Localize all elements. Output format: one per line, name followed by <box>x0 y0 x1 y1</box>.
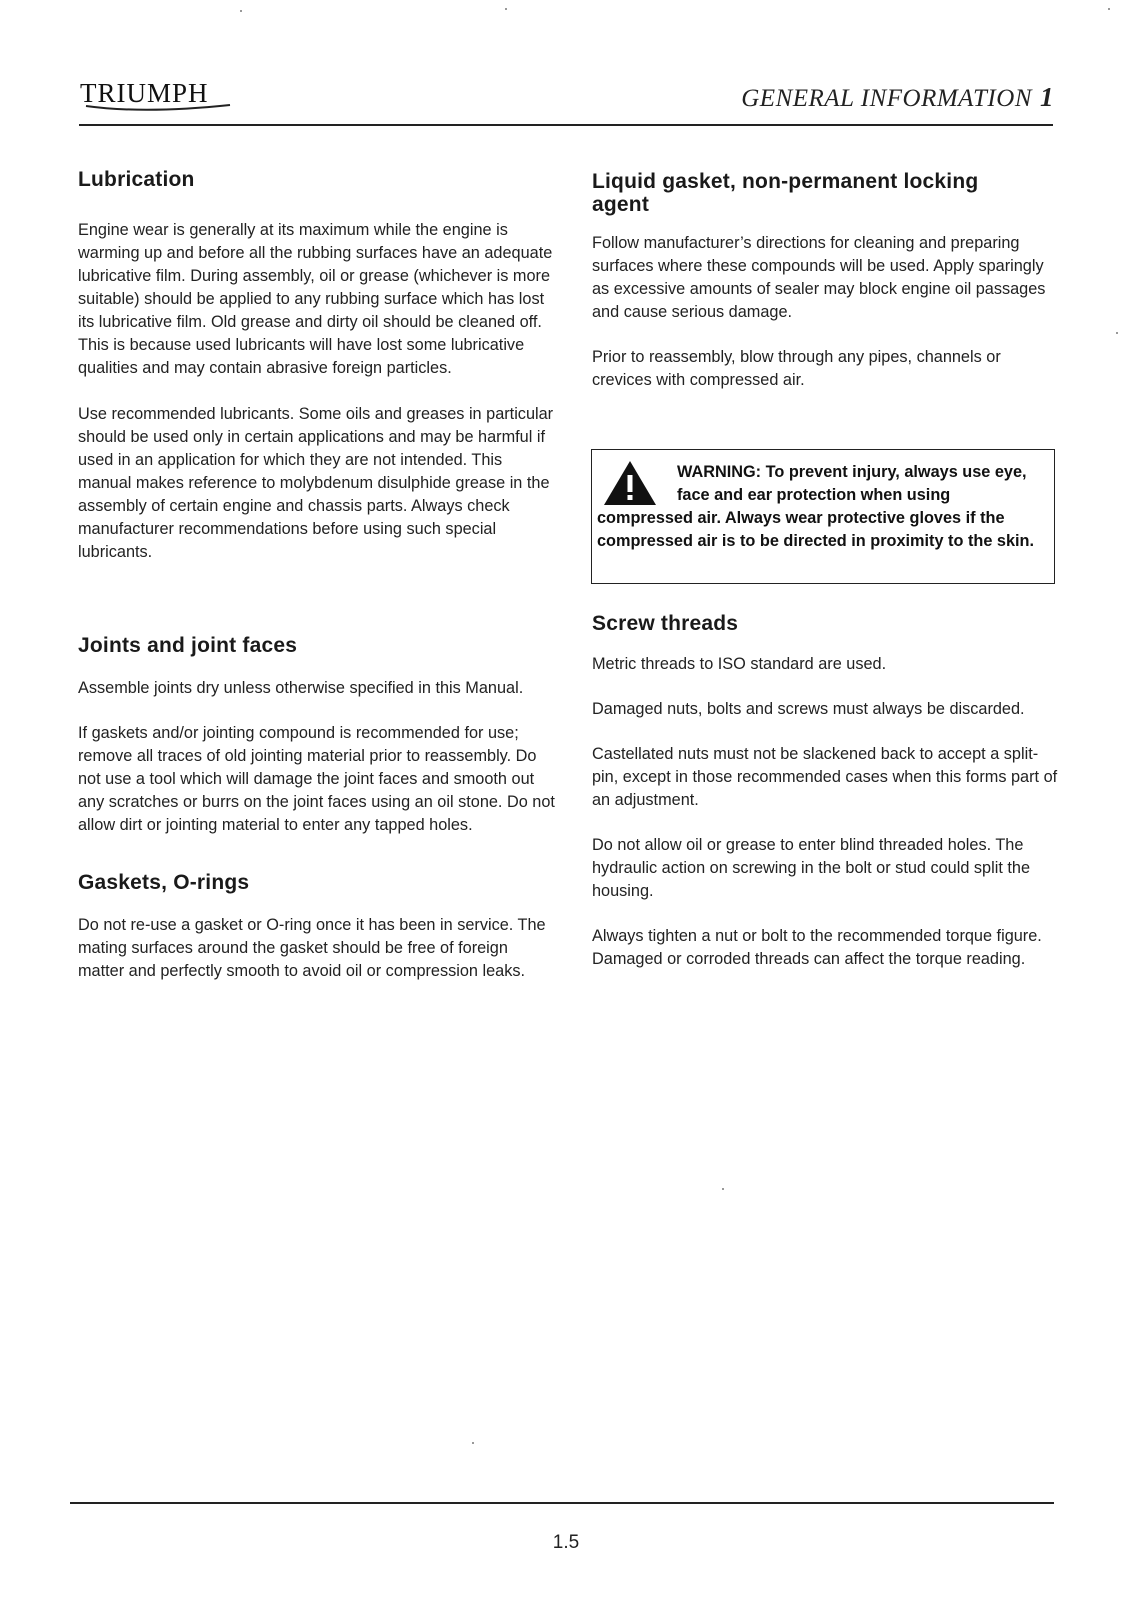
lubrication-paragraph-2: Use recommended lubricants. Some oils and greases in particular should be used only in certain applications and may be harmful if used in an application for which they are not intended. This manual makes reference to molybdenum disulphide grease in the assembly of certain engine and chassis parts. Always check manufacturer recommendations before using such special lubricants. <box>78 405 554 561</box>
joints-heading: Joints and joint faces <box>78 634 298 657</box>
joints-paragraph-1: Assemble joints dry unless otherwise specified in this Manual. <box>78 679 524 697</box>
joints-paragraph-2: If gaskets and/or jointing compound is recommended for use; remove all traces of old jointing material prior to reassembly. Do not use a tool which will damage the joint faces and smooth out any scratches or burrs on the joint faces using an oil stone. Do not allow dirt or jointing material to enter any tapped holes. <box>78 724 555 834</box>
scan-speck <box>472 1442 474 1444</box>
gaskets-paragraph-1: Do not re-use a gasket or O-ring once it has been in service. The mating surfaces around the gasket should be free of foreign matter and perfectly smooth to avoid oil or compression leaks. <box>78 916 546 980</box>
screw-threads-paragraph-3: Castellated nuts must not be slackened back to accept a split-pin, except in those recommended cases when this forms part of an adjustment. <box>592 745 1058 809</box>
screw-threads-paragraph-5: Always tighten a nut or bolt to the recommended torque figure. Damaged or corroded threads can affect the torque reading. <box>592 927 1042 968</box>
screw-threads-paragraph-2: Damaged nuts, bolts and screws must always be discarded. <box>592 700 1025 718</box>
screw-threads-heading: Screw threads <box>592 612 739 635</box>
footer-divider <box>70 1502 1054 1504</box>
scan-speck <box>1108 8 1110 10</box>
right-column <box>592 170 1062 392</box>
liquid-gasket-heading: Liquid gasket, non-permanent locking agent <box>592 170 979 216</box>
triumph-logo: TRIUMPH <box>80 78 209 108</box>
liquid-gasket-paragraph-1: Follow manufacturer’s directions for cleaning and preparing surfaces where these compounds will be used. Apply sparingly as excessive amounts of sealer may block engine oil passages and cause serious damage. <box>592 234 1046 321</box>
screw-threads-section <box>592 612 1062 971</box>
scan-speck <box>1116 332 1118 334</box>
scan-speck <box>722 1188 724 1190</box>
chapter-number: 1 <box>1040 82 1054 112</box>
header-divider <box>79 124 1053 126</box>
liquid-gasket-paragraph-2: Prior to reassembly, blow through any pipes, channels or crevices with compressed air. <box>592 348 1001 389</box>
left-column <box>78 168 558 983</box>
warning-box-bottom-rule <box>591 583 1055 584</box>
scan-speck <box>240 10 242 12</box>
screw-threads-paragraph-1: Metric threads to ISO standard are used. <box>592 655 887 673</box>
gaskets-heading: Gaskets, O-rings <box>78 871 250 894</box>
logo-swoosh-icon <box>84 104 234 114</box>
section-title <box>741 82 1054 113</box>
page-number: 1.5 <box>552 1532 580 1553</box>
scan-speck <box>505 8 507 10</box>
warning-text: WARNING: To prevent injury, always use eye, face and ear protection when using compressed air. Always wear protective gloves if the compressed air is to be directed in proximity to the skin. <box>597 463 1034 550</box>
warning-text-block <box>597 461 1049 553</box>
screw-threads-paragraph-4: Do not allow oil or grease to enter blind threaded holes. The hydraulic action on screwing in the bolt or stud could split the housing. <box>592 836 1031 900</box>
lubrication-heading: Lubrication <box>78 168 195 191</box>
lubrication-paragraph-1: Engine wear is generally at its maximum while the engine is warming up and before all the rubbing surfaces have an adequate lubricative film. During assembly, oil or grease (whichever is more suitable) should be applied to any rubbing surface which has lost its lubricative film. Old grease and dirty oil should be cleaned off. This is because used lubricants will have lost some lubricative qualities and may contain abrasive foreign particles. <box>78 221 553 377</box>
section-title-text: GENERAL INFORMATION <box>741 85 1032 112</box>
